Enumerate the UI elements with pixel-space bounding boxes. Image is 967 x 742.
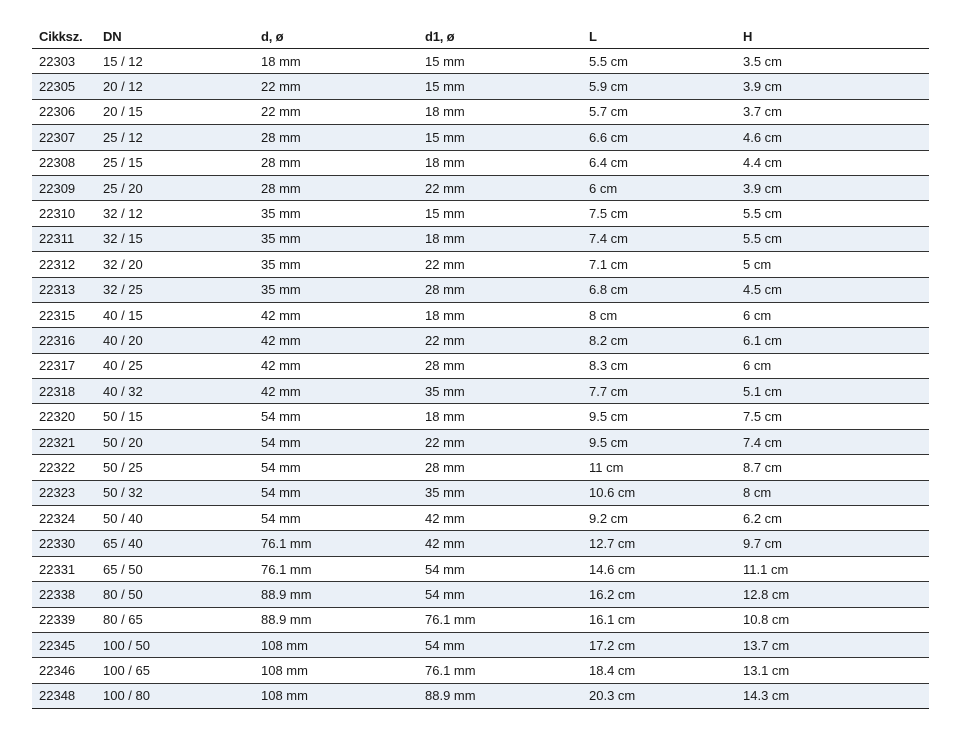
header-d1: d1, ø [418,24,582,49]
cell-cikksz: 22318 [32,379,96,404]
cell-cikksz: 22309 [32,175,96,200]
cell-d1: 35 mm [418,379,582,404]
table-header [32,24,929,49]
cell-d: 54 mm [254,506,418,531]
cell-l: 5.5 cm [582,49,736,74]
cell-d1: 35 mm [418,480,582,505]
table-row [32,150,929,175]
cell-cikksz: 22308 [32,150,96,175]
cell-d1: 18 mm [418,404,582,429]
cell-d: 42 mm [254,353,418,378]
cell-dn: 25 / 15 [96,150,254,175]
cell-d: 35 mm [254,201,418,226]
cell-d: 42 mm [254,328,418,353]
cell-d: 88.9 mm [254,607,418,632]
cell-h: 6.2 cm [736,506,929,531]
cell-dn: 25 / 20 [96,175,254,200]
cell-d: 88.9 mm [254,582,418,607]
cell-dn: 32 / 20 [96,252,254,277]
cell-cikksz: 22348 [32,683,96,708]
table-row [32,531,929,556]
cell-dn: 50 / 32 [96,480,254,505]
cell-dn: 50 / 15 [96,404,254,429]
cell-d1: 54 mm [418,556,582,581]
cell-h: 12.8 cm [736,582,929,607]
table-row [32,632,929,657]
cell-d: 108 mm [254,683,418,708]
table-row [32,379,929,404]
cell-cikksz: 22330 [32,531,96,556]
cell-l: 6 cm [582,175,736,200]
table-row [32,49,929,74]
cell-d: 54 mm [254,480,418,505]
cell-dn: 50 / 25 [96,455,254,480]
cell-cikksz: 22339 [32,607,96,632]
cell-h: 3.5 cm [736,49,929,74]
cell-d1: 15 mm [418,74,582,99]
cell-l: 9.5 cm [582,404,736,429]
cell-dn: 40 / 15 [96,302,254,327]
cell-d1: 76.1 mm [418,658,582,683]
cell-cikksz: 22313 [32,277,96,302]
cell-dn: 20 / 15 [96,99,254,124]
cell-d1: 15 mm [418,201,582,226]
cell-h: 5 cm [736,252,929,277]
cell-d: 76.1 mm [254,531,418,556]
cell-d: 28 mm [254,125,418,150]
cell-d: 22 mm [254,99,418,124]
cell-d1: 22 mm [418,429,582,454]
cell-l: 6.4 cm [582,150,736,175]
cell-d: 108 mm [254,658,418,683]
cell-l: 7.5 cm [582,201,736,226]
table-row [32,328,929,353]
cell-d1: 18 mm [418,302,582,327]
cell-h: 3.9 cm [736,175,929,200]
cell-h: 6 cm [736,353,929,378]
cell-l: 8 cm [582,302,736,327]
cell-dn: 32 / 15 [96,226,254,251]
cell-dn: 100 / 80 [96,683,254,708]
table-row [32,506,929,531]
cell-cikksz: 22307 [32,125,96,150]
cell-cikksz: 22346 [32,658,96,683]
cell-l: 7.1 cm [582,252,736,277]
cell-dn: 100 / 65 [96,658,254,683]
cell-l: 5.7 cm [582,99,736,124]
cell-h: 5.5 cm [736,201,929,226]
cell-cikksz: 22331 [32,556,96,581]
cell-cikksz: 22305 [32,74,96,99]
cell-dn: 15 / 12 [96,49,254,74]
table-row [32,125,929,150]
cell-d: 108 mm [254,632,418,657]
cell-d: 35 mm [254,226,418,251]
header-d: d, ø [254,24,418,49]
cell-d: 35 mm [254,252,418,277]
cell-l: 16.2 cm [582,582,736,607]
cell-l: 9.2 cm [582,506,736,531]
cell-h: 5.5 cm [736,226,929,251]
cell-dn: 50 / 40 [96,506,254,531]
cell-cikksz: 22312 [32,252,96,277]
table-row [32,404,929,429]
cell-cikksz: 22316 [32,328,96,353]
table-row [32,175,929,200]
cell-h: 7.4 cm [736,429,929,454]
table-body [32,49,929,709]
table-row [32,353,929,378]
cell-h: 4.6 cm [736,125,929,150]
cell-l: 7.4 cm [582,226,736,251]
cell-h: 8 cm [736,480,929,505]
cell-h: 9.7 cm [736,531,929,556]
cell-dn: 40 / 20 [96,328,254,353]
cell-h: 11.1 cm [736,556,929,581]
table-row [32,582,929,607]
header-row [32,24,929,49]
table-row [32,607,929,632]
cell-l: 8.2 cm [582,328,736,353]
cell-d1: 54 mm [418,582,582,607]
cell-l: 16.1 cm [582,607,736,632]
cell-h: 14.3 cm [736,683,929,708]
cell-d1: 42 mm [418,506,582,531]
cell-h: 4.4 cm [736,150,929,175]
cell-d1: 18 mm [418,99,582,124]
cell-cikksz: 22323 [32,480,96,505]
cell-l: 10.6 cm [582,480,736,505]
cell-dn: 32 / 25 [96,277,254,302]
header-cikksz: Cikksz. [32,24,96,49]
cell-l: 6.6 cm [582,125,736,150]
cell-h: 10.8 cm [736,607,929,632]
cell-l: 12.7 cm [582,531,736,556]
table-row [32,556,929,581]
table-row [32,74,929,99]
cell-cikksz: 22320 [32,404,96,429]
cell-h: 4.5 cm [736,277,929,302]
cell-cikksz: 22315 [32,302,96,327]
cell-h: 3.7 cm [736,99,929,124]
table-row [32,99,929,124]
cell-cikksz: 22303 [32,49,96,74]
cell-cikksz: 22322 [32,455,96,480]
cell-cikksz: 22345 [32,632,96,657]
table-row [32,226,929,251]
cell-h: 8.7 cm [736,455,929,480]
header-h: H [736,24,929,49]
header-dn: DN [96,24,254,49]
cell-l: 14.6 cm [582,556,736,581]
cell-l: 8.3 cm [582,353,736,378]
cell-cikksz: 22311 [32,226,96,251]
cell-d1: 18 mm [418,150,582,175]
cell-cikksz: 22306 [32,99,96,124]
cell-dn: 20 / 12 [96,74,254,99]
cell-dn: 80 / 65 [96,607,254,632]
cell-dn: 65 / 40 [96,531,254,556]
cell-cikksz: 22324 [32,506,96,531]
table-row [32,302,929,327]
cell-d1: 15 mm [418,49,582,74]
cell-dn: 100 / 50 [96,632,254,657]
cell-d1: 28 mm [418,277,582,302]
cell-cikksz: 22310 [32,201,96,226]
cell-d1: 15 mm [418,125,582,150]
table-row [32,480,929,505]
cell-l: 20.3 cm [582,683,736,708]
cell-h: 6.1 cm [736,328,929,353]
cell-dn: 80 / 50 [96,582,254,607]
cell-d: 35 mm [254,277,418,302]
cell-d1: 22 mm [418,252,582,277]
cell-d: 42 mm [254,302,418,327]
cell-l: 17.2 cm [582,632,736,657]
cell-d: 22 mm [254,74,418,99]
cell-d: 28 mm [254,150,418,175]
table-row [32,429,929,454]
cell-l: 5.9 cm [582,74,736,99]
cell-h: 5.1 cm [736,379,929,404]
cell-d: 42 mm [254,379,418,404]
cell-d: 18 mm [254,49,418,74]
cell-h: 13.1 cm [736,658,929,683]
cell-d1: 88.9 mm [418,683,582,708]
cell-dn: 65 / 50 [96,556,254,581]
cell-d: 76.1 mm [254,556,418,581]
cell-d1: 18 mm [418,226,582,251]
cell-d1: 28 mm [418,353,582,378]
cell-cikksz: 22321 [32,429,96,454]
cell-h: 3.9 cm [736,74,929,99]
cell-d1: 42 mm [418,531,582,556]
cell-dn: 40 / 25 [96,353,254,378]
cell-d: 54 mm [254,404,418,429]
table-row [32,201,929,226]
spec-table [32,24,929,709]
cell-d: 28 mm [254,175,418,200]
cell-l: 7.7 cm [582,379,736,404]
cell-d1: 28 mm [418,455,582,480]
cell-dn: 50 / 20 [96,429,254,454]
cell-d1: 22 mm [418,328,582,353]
table-row [32,683,929,708]
cell-d: 54 mm [254,455,418,480]
header-l: L [582,24,736,49]
table-row [32,455,929,480]
table-row [32,252,929,277]
cell-l: 11 cm [582,455,736,480]
cell-d1: 54 mm [418,632,582,657]
table-row [32,658,929,683]
table-row [32,277,929,302]
cell-dn: 40 / 32 [96,379,254,404]
cell-cikksz: 22317 [32,353,96,378]
spec-table-container [32,24,929,709]
cell-d1: 22 mm [418,175,582,200]
cell-l: 9.5 cm [582,429,736,454]
cell-d: 54 mm [254,429,418,454]
cell-d1: 76.1 mm [418,607,582,632]
cell-dn: 32 / 12 [96,201,254,226]
cell-l: 18.4 cm [582,658,736,683]
cell-dn: 25 / 12 [96,125,254,150]
cell-h: 6 cm [736,302,929,327]
cell-l: 6.8 cm [582,277,736,302]
cell-h: 7.5 cm [736,404,929,429]
cell-cikksz: 22338 [32,582,96,607]
cell-h: 13.7 cm [736,632,929,657]
